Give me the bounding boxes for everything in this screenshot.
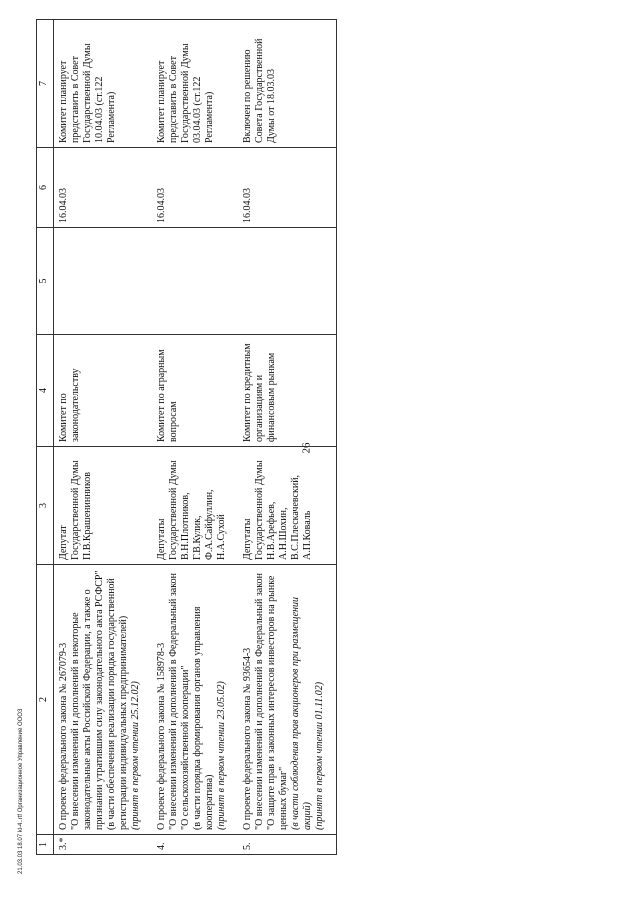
column-header: 3 — [37, 447, 54, 565]
bill-reading-note: (принят в первом чтении 25.12.02) — [130, 681, 141, 830]
bill-lead: О проекте федерального закона № 267079-3 — [58, 642, 69, 830]
bill-reading-note: (принят в первом чтении 01.11.02) — [314, 681, 325, 830]
bill-status: Комитет планирует представить в Совет Государственной Думы 10.04.03 (ст.122 Регламента) — [54, 20, 153, 148]
header-row — [37, 20, 54, 855]
bill-reading-note: (принят в первом чтении 23.05.02) — [216, 681, 227, 830]
row-number: 4. — [152, 835, 238, 855]
table-row — [238, 20, 337, 855]
bill-author: Депутаты Государственной Думы В.Н.Плотников, Г.В.Кулик, Ф.А.Сайфуллин, Н.А.Сухой — [152, 447, 238, 565]
bill-description — [152, 565, 238, 835]
bill-committee: Комитет по аграрным вопросам — [152, 335, 238, 447]
bill-status: Комитет планирует представить в Совет Государственной Думы 03.04.03 (ст.122 Регламента) — [152, 20, 238, 148]
bill-lead: О проекте федерального закона № 93654-3 — [242, 647, 253, 830]
bill-title: "О внесении изменений и дополнений в Федеральный закон "О защите прав и законных интересов инвесторов на рынке ценных бумаг" — [254, 573, 289, 830]
bill-date: 16.04.03 — [238, 148, 337, 228]
bill-committee: Комитет по законодательству — [54, 335, 153, 447]
column-header: 7 — [37, 20, 54, 148]
column-header: 1 — [37, 835, 54, 855]
column-header: 4 — [37, 335, 54, 447]
bill-scope: (в части соблюдения прав акционеров при размещении акций) — [290, 596, 313, 830]
column-header: 5 — [37, 228, 54, 335]
column-5-cell — [54, 228, 153, 335]
column-5-cell — [238, 228, 337, 335]
column-header: 6 — [37, 148, 54, 228]
column-5-cell — [152, 228, 238, 335]
row-number: 3.* — [54, 835, 153, 855]
footer-note: 21.03.03 18.07 kl-4..rtf Организационное Управление ООО3 — [18, 708, 24, 874]
bill-scope: (в части порядка формирования органов управления кооператива) — [192, 606, 215, 830]
bill-date: 16.04.03 — [152, 148, 238, 228]
bill-description — [54, 565, 153, 835]
bill-scope: (в части обеспечения реализации порядка государственной регистрации индивидуальных предпринимателей) — [106, 578, 129, 830]
rotated-table — [36, 20, 616, 855]
row-number: 5. — [238, 835, 337, 855]
bill-status: Включен по решению Совета Государственной Думы от 18.03.03 — [238, 20, 337, 148]
column-header: 2 — [37, 565, 54, 835]
page-number: 26 — [300, 442, 313, 454]
bill-title: "О внесении изменений и дополнений в некоторые законодательные акты Российской Федерации, а также о признании утратившим силу законодательного акта РСФСР" — [70, 570, 105, 830]
bill-description — [238, 565, 337, 835]
agenda-table — [36, 19, 337, 855]
bill-date: 16.04.03 — [54, 148, 153, 228]
table-row — [54, 20, 153, 855]
bill-committee: Комитет по кредитным организациям и финансовым рынкам — [238, 335, 337, 447]
bill-author: Депутаты Государственной Думы Н.В.Арефьев, А.Н.Шохин, В.С.Плескачевский, А.П.Коваль — [238, 447, 337, 565]
rotated-table-container — [36, 20, 616, 855]
table-row — [152, 20, 238, 855]
bill-title: "О внесении изменений и дополнений в Федеральный закон "О сельскохозяйственной кооперации" — [168, 573, 191, 830]
bill-lead: О проекте федерального закона № 158978-3 — [156, 642, 167, 830]
bill-author: Депутат Государственной Думы П.В.Крашенинников — [54, 447, 153, 565]
